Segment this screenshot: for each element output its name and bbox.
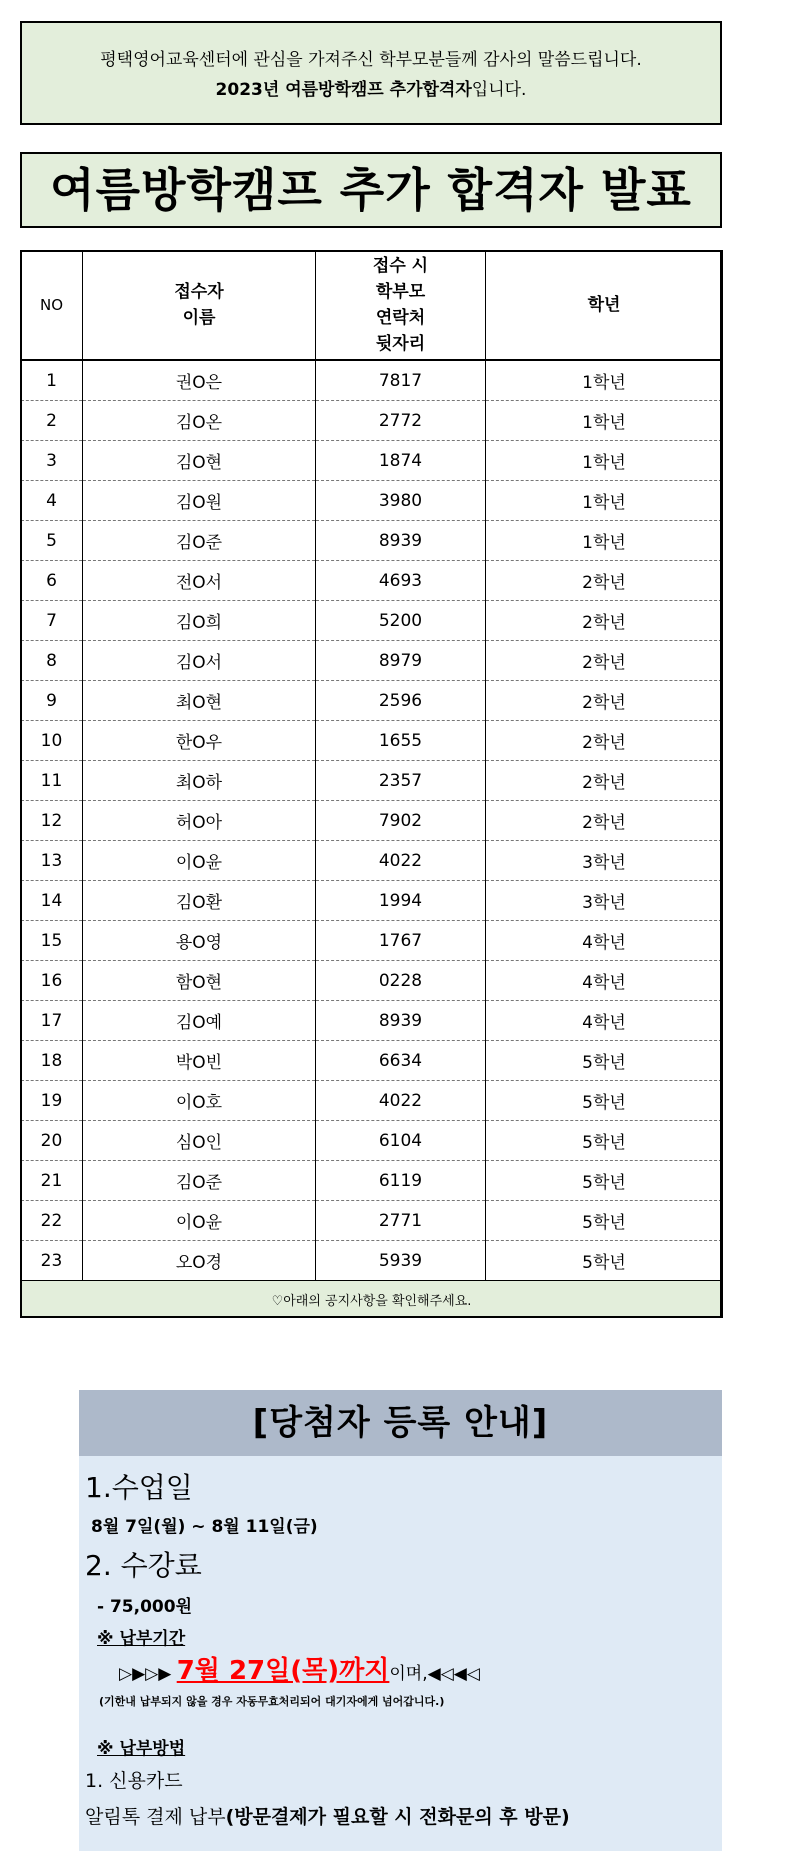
row-no: 20 [21,1121,83,1161]
row-no: 11 [21,761,83,801]
row-no: 13 [21,841,83,881]
row-phone: 1874 [316,441,486,481]
row-name: 오O경 [83,1241,316,1281]
payment-method-label: ※ 납부방법 [97,1739,186,1759]
table-footer-note: ♡아래의 공지사항을 확인해주세요. [21,1281,723,1318]
intro-notice [20,21,722,125]
row-no: 8 [21,641,83,681]
table-row [21,561,723,601]
table-row [21,1241,723,1281]
row-phone: 2357 [316,761,486,801]
table-row [21,360,723,401]
row-phone: 2772 [316,401,486,441]
row-name: 최O현 [83,681,316,721]
table-row [21,961,723,1001]
row-phone: 3980 [316,481,486,521]
page-title: 여름방학캠프 추가 합격자 발표 [20,152,722,228]
row-name: 심O인 [83,1121,316,1161]
row-name: 전O서 [83,561,316,601]
row-phone: 8979 [316,641,486,681]
row-phone: 5939 [316,1241,486,1281]
row-grade: 5학년 [486,1081,723,1121]
row-name: 김O원 [83,481,316,521]
row-grade: 5학년 [486,1041,723,1081]
table-body [21,360,723,1281]
table-row [21,601,723,641]
header-text: 연락처 [375,308,426,328]
table-row [21,481,723,521]
row-name: 용O영 [83,921,316,961]
table-footer-row [21,1281,723,1318]
row-name: 허O아 [83,801,316,841]
deadline-label: ※ 납부기간 [97,1629,186,1649]
row-grade: 3학년 [486,841,723,881]
table-row [21,441,723,481]
row-grade: 2학년 [486,801,723,841]
deadline-note: (기한내 납부되지 않을 경우 자동무효처리되어 대기자에게 넘어갑니다.) [99,1695,445,1708]
class-date-value: 8월 7일(월) ~ 8월 11일(금) [91,1517,318,1537]
table-row [21,1201,723,1241]
row-phone: 4022 [316,1081,486,1121]
results-table [20,250,723,1318]
row-grade: 5학년 [486,1121,723,1161]
row-grade: 2학년 [486,561,723,601]
row-grade: 1학년 [486,441,723,481]
row-name: 이O윤 [83,1201,316,1241]
header-text: 접수 시 [372,256,429,276]
header-text: NO [39,296,64,314]
deadline-line [119,1650,480,1687]
header-name [83,251,316,361]
table-row [21,1121,723,1161]
intro-line-2-bold: 2023년 여름방학캠프 추가합격자 [215,80,472,100]
header-grade [486,251,723,361]
intro-line-2-rest: 입니다. [471,80,527,100]
row-no: 6 [21,561,83,601]
row-grade: 5학년 [486,1161,723,1201]
table-row [21,401,723,441]
table-row [21,1041,723,1081]
table-row [21,801,723,841]
row-grade: 2학년 [486,641,723,681]
registration-heading: [당첨자 등록 안내] [79,1390,722,1456]
row-grade: 4학년 [486,921,723,961]
row-no: 15 [21,921,83,961]
table-header-row [21,251,723,361]
row-name: 김O준 [83,521,316,561]
table-row [21,681,723,721]
row-phone: 8939 [316,521,486,561]
payment-method-1: 1. 신용카드 [85,1770,183,1792]
header-text: 뒷자리 [375,334,426,354]
row-phone: 1655 [316,721,486,761]
registration-body [79,1456,722,1851]
header-phone [316,251,486,361]
row-grade: 1학년 [486,360,723,401]
row-no: 19 [21,1081,83,1121]
row-grade: 5학년 [486,1241,723,1281]
class-date-title: 1.수업일 [85,1471,193,1504]
row-name: 이O윤 [83,841,316,881]
header-text: 학부모 [375,282,426,302]
row-no: 18 [21,1041,83,1081]
row-phone: 7817 [316,360,486,401]
row-phone: 6119 [316,1161,486,1201]
row-no: 16 [21,961,83,1001]
row-phone: 6634 [316,1041,486,1081]
payment-method-desc [85,1802,570,1829]
table-row [21,1161,723,1201]
payment-method-desc-plain: 알림톡 결제 납부 [85,1806,226,1828]
row-phone: 6104 [316,1121,486,1161]
row-grade: 3학년 [486,881,723,921]
row-phone: 1767 [316,921,486,961]
row-no: 1 [21,360,83,401]
table-row [21,841,723,881]
row-grade: 4학년 [486,1001,723,1041]
row-name: 최O하 [83,761,316,801]
row-grade: 5학년 [486,1201,723,1241]
header-text: 이름 [182,308,216,328]
row-name: 박O빈 [83,1041,316,1081]
row-phone: 4693 [316,561,486,601]
payment-method-desc-bold: (방문결제가 필요할 시 전화문의 후 방문) [225,1806,570,1828]
row-no: 5 [21,521,83,561]
row-name: 김O예 [83,1001,316,1041]
row-phone: 2596 [316,681,486,721]
row-no: 9 [21,681,83,721]
table-row [21,921,723,961]
row-grade: 1학년 [486,481,723,521]
row-name: 김O희 [83,601,316,641]
row-name: 한O우 [83,721,316,761]
row-no: 22 [21,1201,83,1241]
row-no: 3 [21,441,83,481]
deadline-date: 7월 27일(목)까지 [176,1656,390,1686]
fee-title: 2. 수강료 [85,1549,202,1582]
row-name: 권O은 [83,360,316,401]
table-row [21,881,723,921]
row-name: 함O현 [83,961,316,1001]
row-name: 김O온 [83,401,316,441]
intro-line-1: 평택영어교육센터에 관심을 가져주신 학부모분들께 감사의 말씀드립니다. [100,50,642,70]
row-name: 김O현 [83,441,316,481]
table-row [21,761,723,801]
row-phone: 7902 [316,801,486,841]
table-row [21,1081,723,1121]
deadline-arrows-right: 이며,◀◁◀◁ [389,1664,480,1684]
row-no: 2 [21,401,83,441]
row-phone: 1994 [316,881,486,921]
row-grade: 2학년 [486,681,723,721]
row-phone: 5200 [316,601,486,641]
row-name: 김O환 [83,881,316,921]
row-phone: 8939 [316,1001,486,1041]
deadline-arrows-left: ▷▶▷▶ [119,1664,177,1684]
table-row [21,1001,723,1041]
row-phone: 4022 [316,841,486,881]
header-text: 접수자 [174,282,224,302]
header-no [21,251,83,361]
row-no: 10 [21,721,83,761]
row-grade: 2학년 [486,761,723,801]
row-no: 14 [21,881,83,921]
row-grade: 1학년 [486,401,723,441]
fee-value: - 75,000원 [97,1597,192,1617]
row-grade: 4학년 [486,961,723,1001]
row-grade: 2학년 [486,721,723,761]
table-row [21,641,723,681]
row-grade: 1학년 [486,521,723,561]
row-grade: 2학년 [486,601,723,641]
row-name: 김O서 [83,641,316,681]
row-no: 7 [21,601,83,641]
header-text: 학년 [587,295,621,315]
row-name: 이O호 [83,1081,316,1121]
row-phone: 2771 [316,1201,486,1241]
row-no: 17 [21,1001,83,1041]
row-phone: 0228 [316,961,486,1001]
row-no: 12 [21,801,83,841]
intro-line-2 [22,75,720,105]
table-row [21,521,723,561]
row-no: 21 [21,1161,83,1201]
row-no: 4 [21,481,83,521]
table-row [21,721,723,761]
row-name: 김O준 [83,1161,316,1201]
row-no: 23 [21,1241,83,1281]
